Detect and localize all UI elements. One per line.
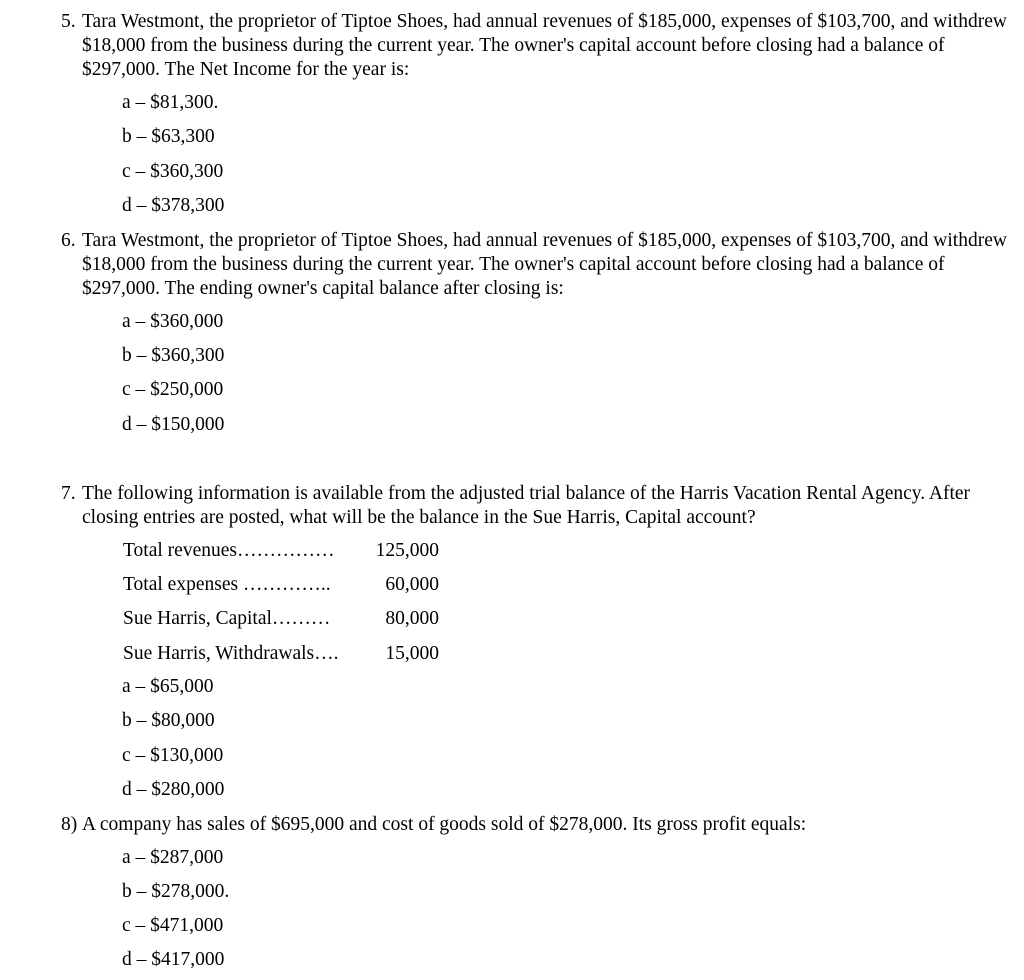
question-number: 5. — [61, 11, 76, 32]
trial-balance-label: Sue Harris, Withdrawals…. — [123, 643, 339, 664]
answer-option: c – $471,000 — [122, 915, 224, 936]
question-5-stem — [61, 10, 1011, 82]
question-text: The following information is available from the adjusted trial balance of the Harris Vacation Rental Agency. After closing entries are posted, what will be the balance in the Sue Harris, Capital account? — [82, 483, 971, 528]
trial-balance-label: Total expenses ………….. — [123, 574, 331, 595]
answer-option: d – $280,000 — [122, 779, 225, 800]
answer-option: d – $378,300 — [122, 195, 225, 216]
question-8-stem — [61, 813, 1011, 837]
question-7-stem — [61, 482, 1011, 530]
trial-balance-value: 80,000 — [385, 608, 439, 629]
question-text: Tara Westmont, the proprietor of Tiptoe Shoes, had annual revenues of $185,000, expenses of $103,700, and withdrew $18,000 from the business during the current year. The owner's capital account before closing had a balance of $297,000. The Net Income for the year is: — [82, 11, 1007, 80]
answer-option: a – $287,000 — [122, 847, 224, 868]
answer-option: a – $81,300. — [122, 92, 219, 113]
answer-option: b – $63,300 — [122, 126, 215, 147]
question-number: 7. — [61, 483, 76, 504]
question-text: Tara Westmont, the proprietor of Tiptoe Shoes, had annual revenues of $185,000, expenses of $103,700, and withdrew $18,000 from the business during the current year. The owner's capital account before closing had a balance of $297,000. The ending owner's capital balance after closing is: — [82, 230, 1007, 299]
answer-option: d – $417,000 — [122, 949, 225, 970]
question-6-stem — [61, 229, 1011, 301]
trial-balance-value: 15,000 — [385, 643, 439, 664]
answer-option: d – $150,000 — [122, 414, 225, 435]
trial-balance-value: 125,000 — [375, 540, 439, 561]
answer-option: c – $250,000 — [122, 379, 224, 400]
trial-balance-label: Total revenues…………… — [123, 540, 335, 561]
answer-option: b – $80,000 — [122, 710, 215, 731]
answer-option: b – $278,000. — [122, 881, 230, 902]
answer-option: a – $65,000 — [122, 676, 214, 697]
question-number: 8) — [61, 814, 78, 835]
trial-balance-label: Sue Harris, Capital……… — [123, 608, 331, 629]
question-text: A company has sales of $695,000 and cost of goods sold of $278,000. Its gross profit equals: — [82, 814, 807, 835]
question-number: 6. — [61, 230, 76, 251]
answer-option: a – $360,000 — [122, 311, 224, 332]
answer-option: b – $360,300 — [122, 345, 225, 366]
answer-option: c – $360,300 — [122, 161, 224, 182]
answer-option: c – $130,000 — [122, 745, 224, 766]
trial-balance-value: 60,000 — [385, 574, 439, 595]
